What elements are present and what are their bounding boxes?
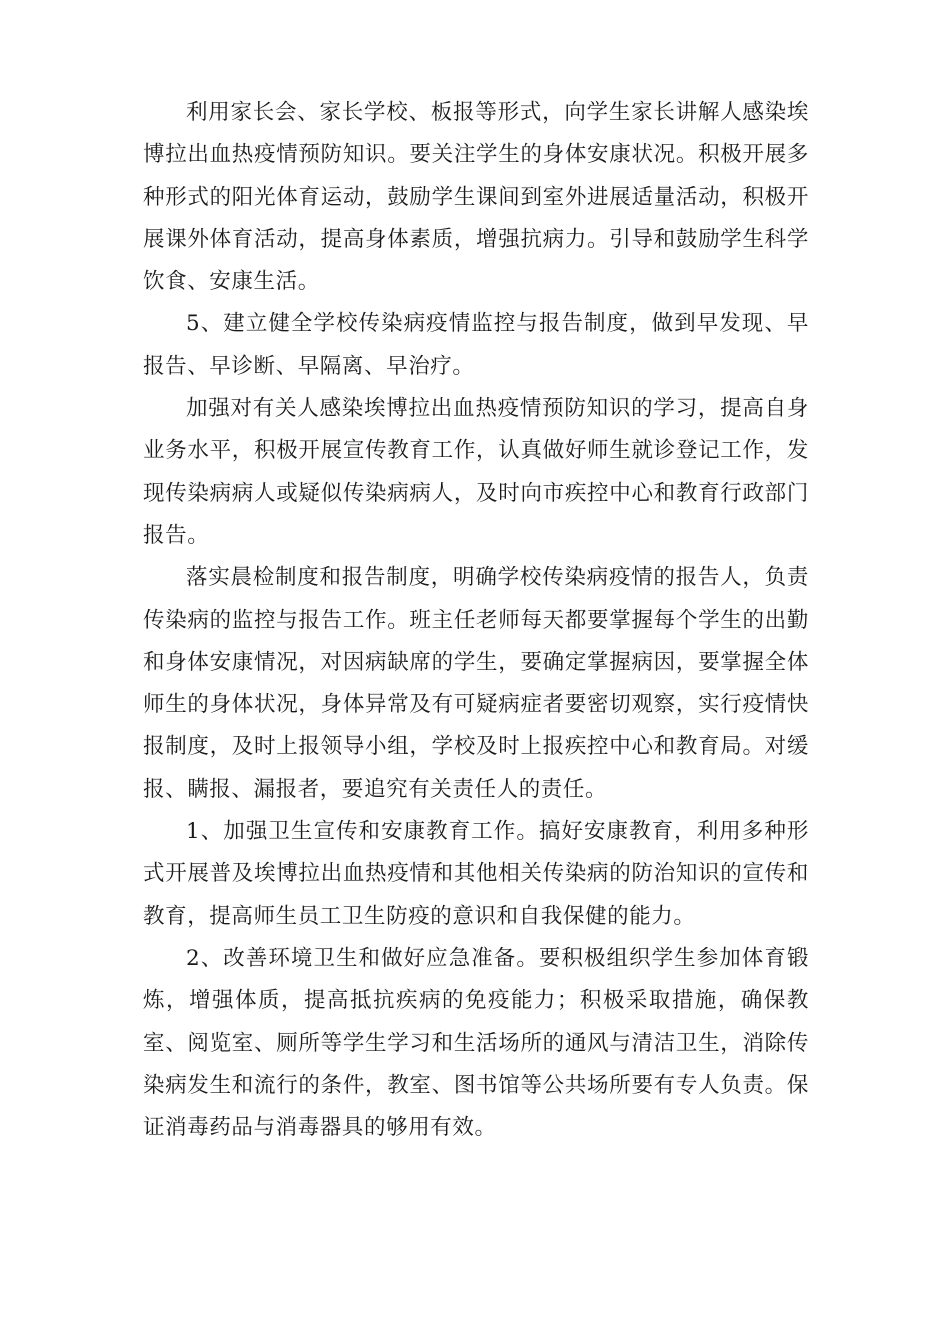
paragraph-monitoring-system: 5、建立健全学校传染病疫情监控与报告制度，做到早发现、早报告、早诊断、早隔离、早治疗。 — [143, 311, 809, 379]
paragraph-morning-check: 落实晨检制度和报告制度，明确学校传染病疫情的报告人，负责传染病的监控与报告工作。班主任老师每天都要掌握每个学生的出勤和身体安康情况，对因病缺席的学生，要确定掌握病因，要掌握全体师生的身体状况，身体异常及有可疑病症者要密切观察，实行疫情快报制度，及时上报领导小组，学校及时上报疾控中心和教育局。对缓报、瞒报、漏报者，要追究有关责任人的责任。 — [143, 565, 809, 802]
paragraph-parent-education: 利用家长会、家长学校、板报等形式，向学生家长讲解人感染埃博拉出血热疫情预防知识。要关注学生的身体安康状况。积极开展多种形式的阳光体育运动，鼓励学生课间到室外进展适量活动，积极开展课外体育活动，提高身体素质，增强抗病力。引导和鼓励学生科学饮食、安康生活。 — [143, 100, 809, 295]
document-body — [143, 92, 809, 1149]
paragraph-environment-hygiene: 2、改善环境卫生和做好应急准备。要积极组织学生参加体育锻炼，增强体质，提高抵抗疾病的免疫能力；积极采取措施，确保教室、阅览室、厕所等学生学习和生活场所的通风与清洁卫生，消除传染病发生和流行的条件，教室、图书馆等公共场所要有专人负责。保证消毒药品与消毒器具的够用有效。 — [143, 945, 809, 1141]
paragraph-health-education: 1、加强卫生宣传和安康教育工作。搞好安康教育，利用多种形式开展普及埃博拉出血热疫情和其他相关传染病的防治知识的宣传和教育，提高师生员工卫生防疫的意识和自我保健的能力。 — [143, 819, 809, 929]
paragraph-knowledge-study: 加强对有关人感染埃博拉出血热疫情预防知识的学习，提高自身业务水平，积极开展宣传教育工作，认真做好师生就诊登记工作，发现传染病病人或疑似传染病病人，及时向市疾控中心和教育行政部门报告。 — [143, 396, 809, 548]
